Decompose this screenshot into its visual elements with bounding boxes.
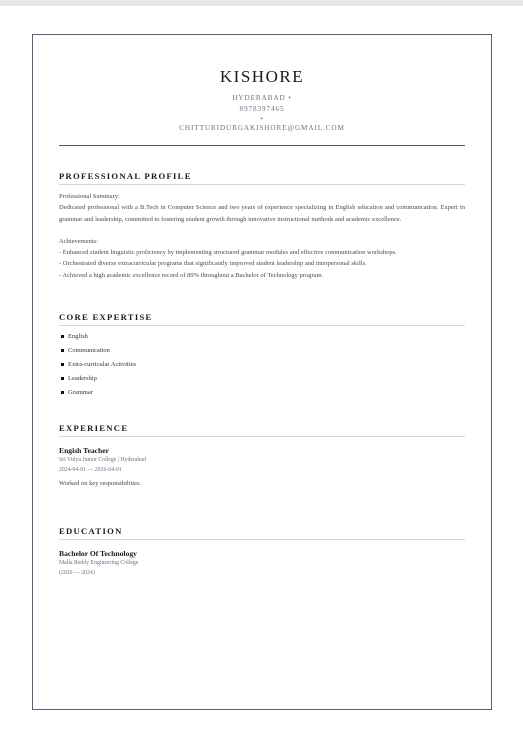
- section-professional-profile: [59, 171, 465, 281]
- achievement-item: - Orchestrated diverse extracurricular programs that significantly improved student leadership and interpersonal skills.: [59, 260, 367, 268]
- bullet-icon: [61, 377, 64, 380]
- expertise-list: [59, 330, 465, 400]
- education-years: (2020 — 2024): [59, 569, 95, 576]
- resume-page: [32, 34, 492, 710]
- expertise-item: English: [59, 330, 465, 344]
- section-title-profile: PROFESSIONAL PROFILE: [59, 171, 465, 185]
- bullet-icon: [61, 363, 64, 366]
- section-core-expertise: [59, 312, 465, 400]
- expertise-item: Leadership: [59, 372, 465, 386]
- education-entry: [59, 548, 465, 578]
- job-description: Worked on key responsibilities.: [59, 480, 142, 487]
- profile-achievements: [59, 236, 465, 281]
- candidate-name: KISHORE: [219, 67, 305, 86]
- section-experience: [59, 423, 465, 489]
- bullet-icon: [61, 349, 64, 352]
- contact-block: [59, 93, 465, 134]
- header-divider: [59, 145, 465, 146]
- section-title-expertise: CORE EXPERTISE: [59, 312, 465, 326]
- section-education: [59, 526, 465, 578]
- job-organization: Sri Vidya Junior College | Hyderabad: [59, 457, 146, 463]
- experience-entry: [59, 445, 465, 489]
- summary-label: Professional Summary:: [59, 193, 120, 200]
- contact-city: HYDERABAD •: [232, 94, 292, 102]
- bullet-icon: [61, 335, 64, 338]
- expertise-item: Communication: [59, 344, 465, 358]
- achievement-item: - Enhanced student linguistic proficiency by implementing structured grammar modules and effective communication workshops.: [59, 249, 397, 257]
- contact-phone: 8978397465: [239, 105, 285, 113]
- summary-text: Dedicated professional with a B.Tech in Computer Science and two years of experience specializing in English education and communication. Expert in grammar and leadership, committed to fostering student growth through innovative instructional methods and academic excellence.: [59, 204, 465, 223]
- contact-separator: •: [260, 115, 264, 123]
- profile-summary: [59, 191, 465, 225]
- achievements-label: Achievements:: [59, 237, 98, 245]
- job-title: Engish Teacher: [59, 446, 110, 455]
- viewer-top-strip: [0, 0, 523, 6]
- achievement-item: - Achieved a high academic excellence record of 89% throughout a Bachelor of Technology program.: [59, 271, 324, 279]
- school-name: Malla Reddy Engineering College: [59, 560, 139, 566]
- resume-header: [59, 67, 465, 134]
- expertise-item: Grammar: [59, 386, 465, 400]
- contact-email: CHITTURIDURGAKISHORE@GMAIL.COM: [179, 124, 345, 132]
- bullet-icon: [61, 391, 64, 394]
- degree-title: Bachelor Of Technology: [59, 549, 137, 558]
- section-title-experience: EXPERIENCE: [59, 423, 465, 437]
- job-dates: 2024-04-01 — 2026-04-01: [59, 466, 122, 473]
- section-title-education: EDUCATION: [59, 526, 465, 540]
- expertise-item: Extra-curricular Activities: [59, 358, 465, 372]
